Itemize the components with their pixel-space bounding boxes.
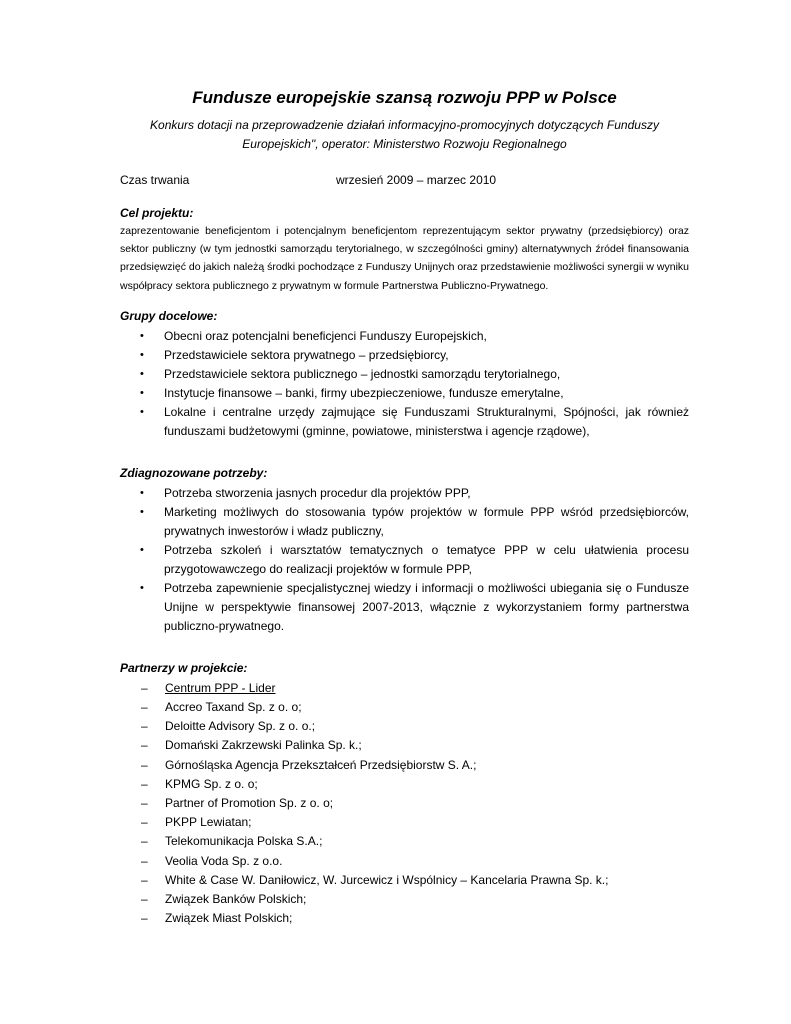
lead-partner: Centrum PPP - Lider <box>165 680 276 695</box>
dash-marker: – <box>141 738 148 753</box>
list-item: – Związek Banków Polskich; <box>120 890 689 909</box>
dash-marker: – <box>141 911 148 926</box>
dash-marker: – <box>141 776 148 791</box>
list-item: • Przedstawiciele sektora prywatnego – przedsiębiorcy, <box>120 346 689 365</box>
needs-heading: Zdiagnozowane potrzeby: <box>120 465 268 480</box>
list-item: – Domański Zakrzewski Palinka Sp. k.; <box>120 736 689 755</box>
bullet-marker: • <box>140 581 144 594</box>
partners-list <box>120 679 689 929</box>
list-item: – Związek Miast Polskich; <box>120 909 689 928</box>
list-item: – Accreo Taxand Sp. z o. o; <box>120 698 689 717</box>
list-item: – Górnośląska Agencja Przekształceń Przedsiębiorstw S. A.; <box>120 756 689 775</box>
subtitle-line-2: Europejskich", operator: Ministerstwo Rozwoju Regionalnego <box>242 137 567 151</box>
bullet-marker: • <box>140 543 144 556</box>
list-item: • Marketing możliwych do stosowania typów projektów w formule PPP wśród przedsiębiorców, prywatnych inwestorów i władz publiczny, <box>140 504 689 538</box>
list-item: – KPMG Sp. z o. o; <box>120 775 689 794</box>
list-item: – Telekomunikacja Polska S.A.; <box>120 832 689 851</box>
list-item: – PKPP Lewiatan; <box>120 813 689 832</box>
needs-list <box>120 484 689 636</box>
subtitle-line-1: Konkurs dotacji na przeprowadzenie działań informacyjno-promocyjnych dotyczących Funduszy <box>150 118 659 132</box>
list-item: – Deloitte Advisory Sp. z o. o.; <box>120 717 689 736</box>
document-subtitle <box>120 116 689 154</box>
dash-marker: – <box>141 815 148 830</box>
dash-marker: – <box>141 700 148 715</box>
dash-marker: – <box>141 834 148 849</box>
list-item: • Potrzeba stworzenia jasnych procedur dla projektów PPP, <box>120 484 689 503</box>
duration-row <box>120 173 689 187</box>
bullet-marker: • <box>140 405 144 418</box>
goal-heading: Cel projektu: <box>120 206 194 220</box>
dash-marker: – <box>141 719 148 734</box>
list-item: • Lokalne i centralne urzędy zajmujące się Funduszami Strukturalnymi, Spójności, jak również funduszami budżetowymi (gminne, powiatowe, ministerstwa i agencje rządowe), <box>140 404 689 438</box>
list-item: • Potrzeba zapewnienie specjalistycznej wiedzy i informacji o możliwości ubiegania się o Fundusze Unijne w perspektywie finansowej 2007-2013, włącznie z wykorzystaniem formy partnerstwa publiczno-prywatnego. <box>140 580 689 633</box>
list-item: • Przedstawiciele sektora publicznego – jednostki samorządu terytorialnego, <box>120 365 689 384</box>
bullet-marker: • <box>140 367 144 380</box>
duration-label: Czas trwania <box>120 173 190 187</box>
bullet-marker: • <box>140 505 144 518</box>
goal-text: zaprezentowanie beneficjentom i potencjalnym beneficjentom reprezentującym sektor prywatny (przedsiębiorcy) oraz sektor publiczny (w tym jednostki samorządu terytorialnego, w szczególności gminy) alternatywnych źródeł finansowania przedsięwzięć do jakich należą środki pochodzące z Funduszy Unijnych oraz przedstawienie możliwości synergii w wyniku współpracy sektora publicznego z prywatnym w formule Partnerstwa Publiczno-Prywatnego. <box>120 225 690 292</box>
list-item: • Potrzeba szkoleń i warsztatów tematycznych o tematyce PPP w celu ułatwienia procesu przygotowawczego do realizacji projektów w formule PPP, <box>140 542 689 576</box>
bullet-marker: • <box>140 486 144 499</box>
document-page <box>120 88 689 928</box>
groups-heading: Grupy docelowe: <box>120 308 218 323</box>
dash-marker: – <box>141 796 148 811</box>
dash-marker: – <box>141 872 148 887</box>
list-item <box>120 679 689 698</box>
groups-list <box>120 327 689 441</box>
duration-value: wrzesień 2009 – marzec 2010 <box>336 173 497 187</box>
list-item: – Partner of Promotion Sp. z o. o; <box>120 794 689 813</box>
bullet-marker: • <box>140 329 144 342</box>
dash-marker: – <box>141 757 148 772</box>
bullet-marker: • <box>140 386 144 399</box>
partners-heading: Partnerzy w projekcie: <box>120 660 248 675</box>
dash-marker: – <box>141 892 148 907</box>
dash-marker: – <box>141 853 148 868</box>
document-title: Fundusze europejskie szansą rozwoju PPP w Polsce <box>192 88 617 107</box>
bullet-marker: • <box>140 348 144 361</box>
list-item: – Veolia Voda Sp. z o.o. <box>120 852 689 871</box>
list-item: • Instytucje finansowe – banki, firmy ubezpieczeniowe, fundusze emerytalne, <box>120 384 689 403</box>
list-item: – White & Case W. Daniłowicz, W. Jurcewicz i Wspólnicy – Kancelaria Prawna Sp. k.; <box>120 871 689 890</box>
dash-marker: – <box>141 680 148 695</box>
list-item: • Obecni oraz potencjalni beneficjenci Funduszy Europejskich, <box>120 327 689 346</box>
